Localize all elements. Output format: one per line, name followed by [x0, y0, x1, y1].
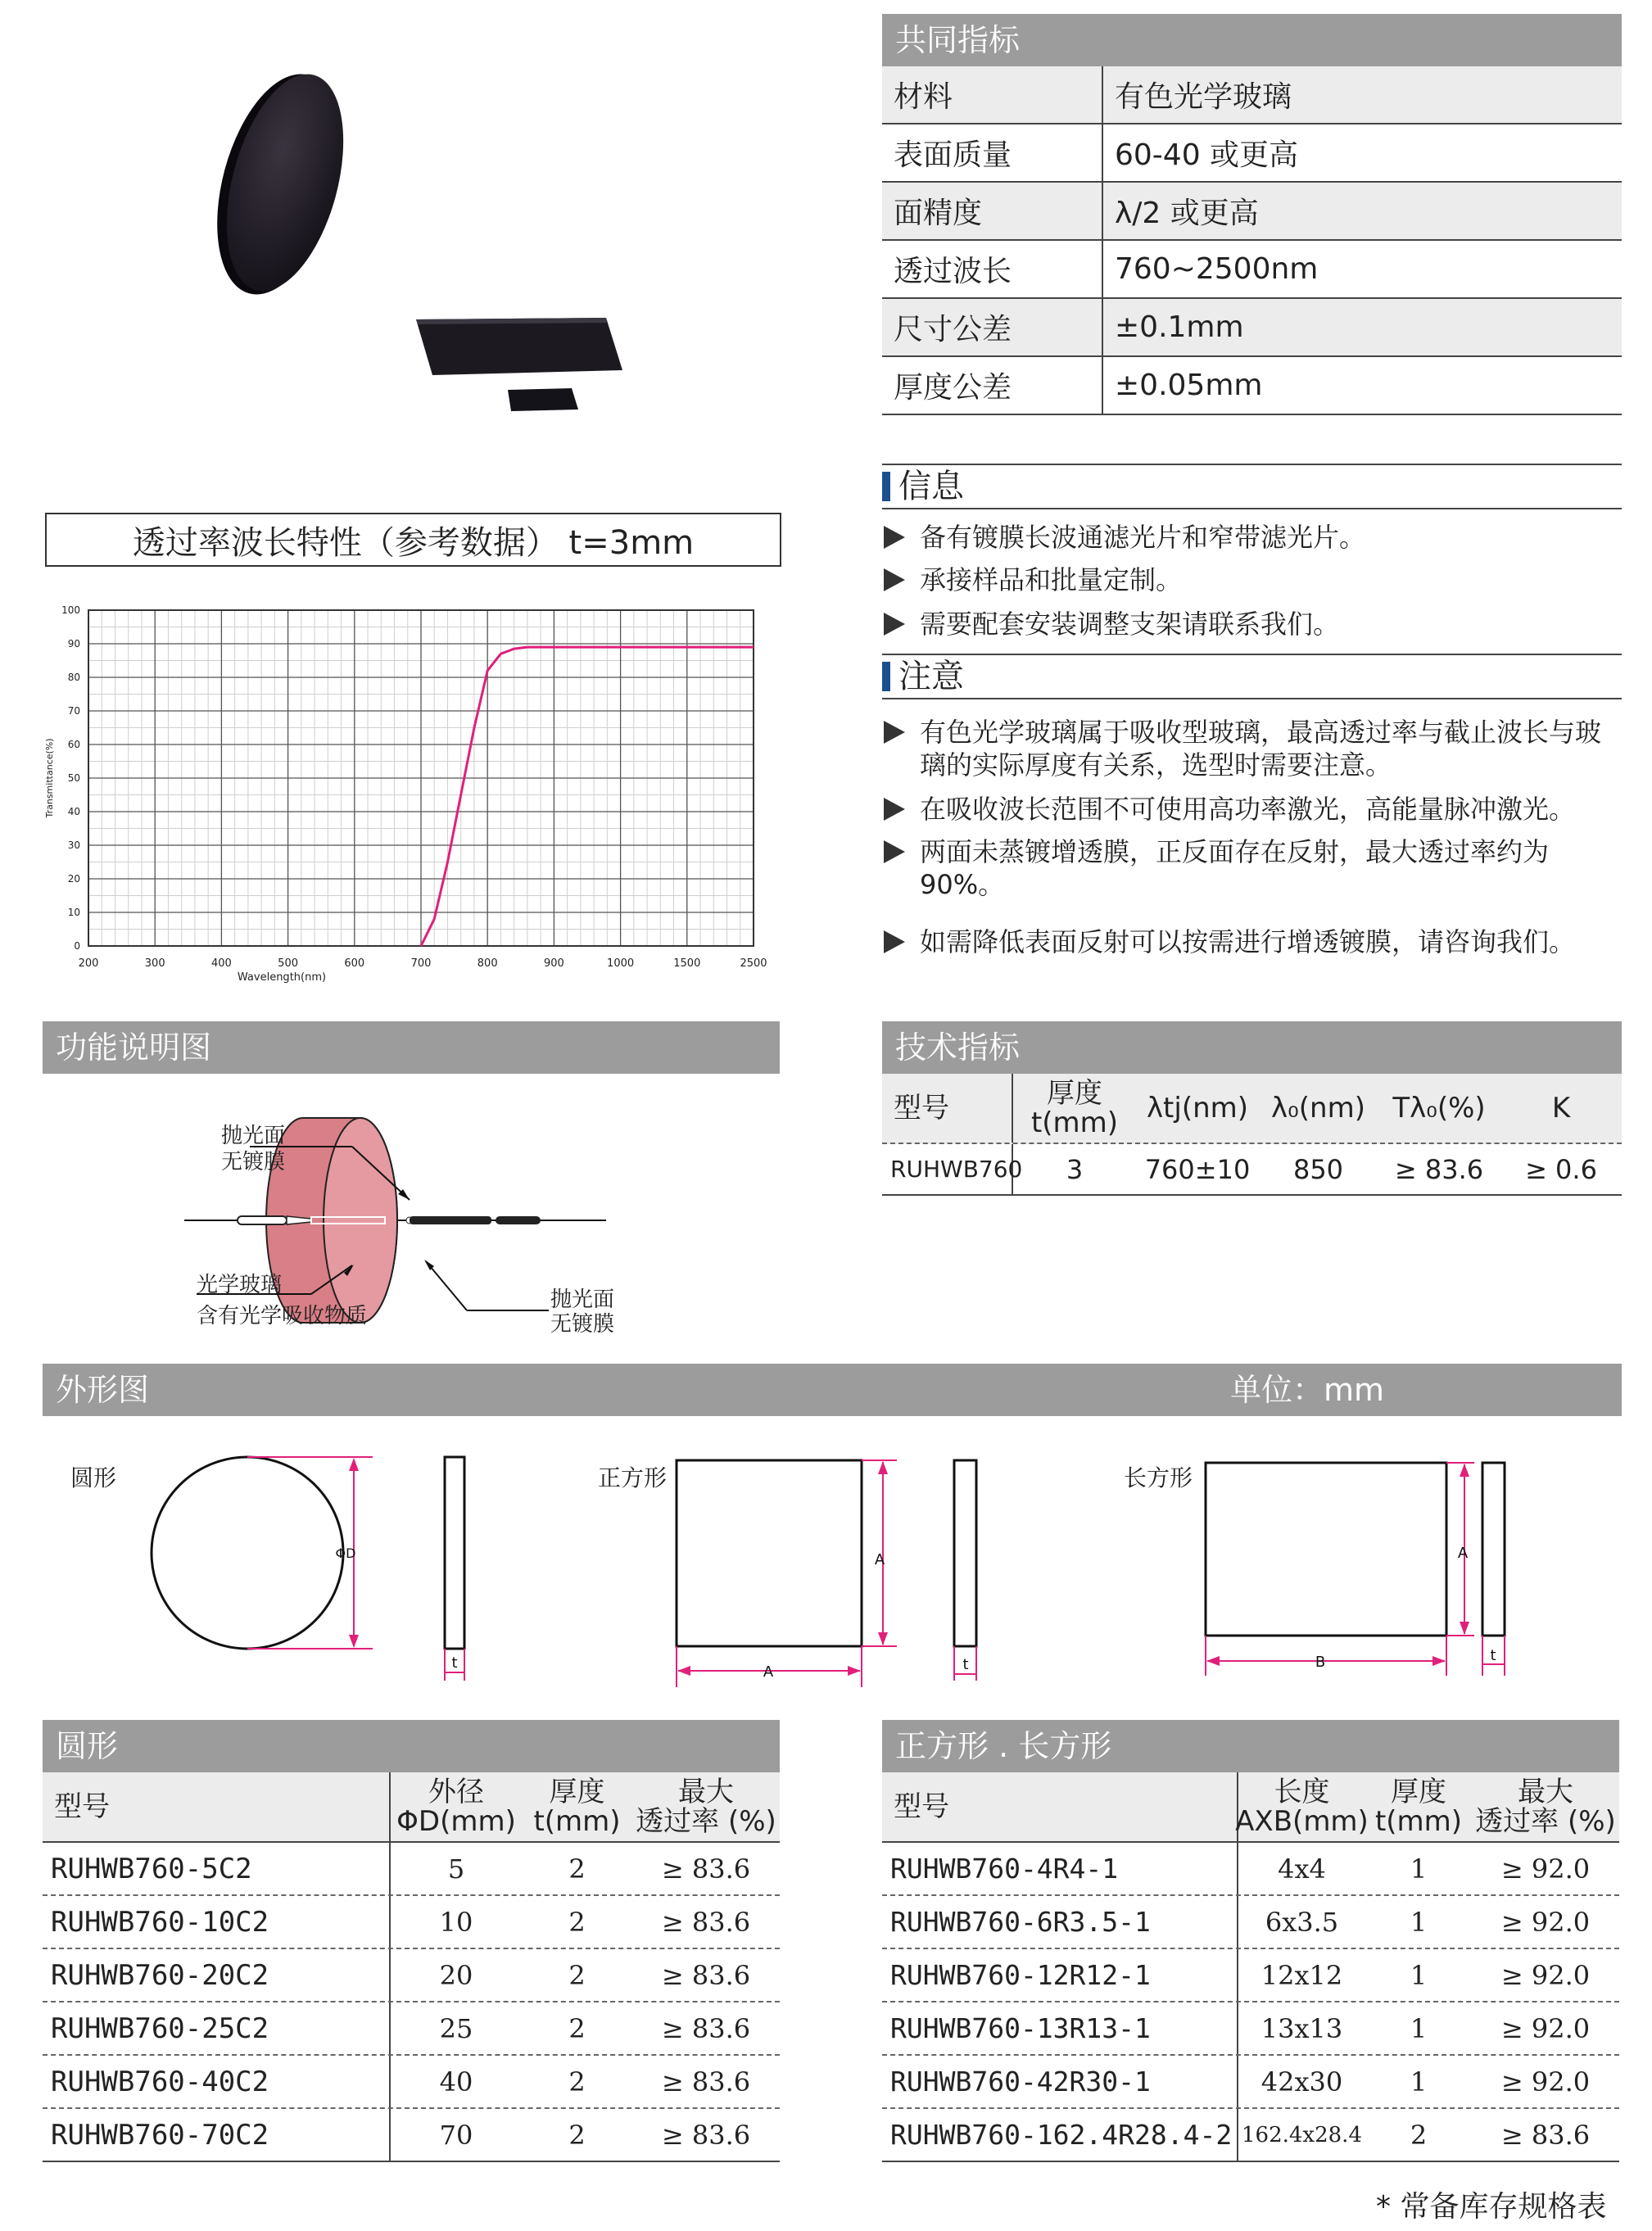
cell-t: 1 — [1410, 1906, 1428, 1938]
spec-key: 透过波长 — [882, 241, 1103, 297]
product-photo — [197, 66, 655, 426]
round-col-t-b: t(mm) — [533, 1805, 621, 1838]
cell-model: RUHWB760-70C2 — [43, 2109, 391, 2161]
cell-d: 10 — [439, 1906, 473, 1938]
chart-y-tick: 40 — [67, 806, 80, 817]
cell-m: ≥ 83.6 — [661, 1959, 751, 1991]
note-item — [882, 793, 1622, 826]
chart-y-tick: 50 — [67, 772, 80, 784]
chart-x-tick: 200 — [78, 957, 99, 970]
round-shape-label: 圆形 — [70, 1464, 117, 1491]
cell-m: ≥ 92.0 — [1500, 1906, 1591, 1938]
rect-col-t-a: 厚度 — [1391, 1776, 1446, 1808]
chart-xlabel: Wavelength(nm) — [237, 971, 327, 984]
col-thickness-b: t(mm) — [1030, 1106, 1119, 1139]
table-row — [882, 1949, 1619, 2002]
cell-m: ≥ 92.0 — [1500, 2012, 1591, 2044]
cell-t: 2 — [568, 1906, 586, 1938]
tech-spec-head — [882, 1074, 1622, 1144]
triangle-bullet-icon — [884, 930, 905, 953]
tech-spec-header: 技术指标 — [882, 1021, 1622, 1074]
tech-spec-row — [882, 1144, 1622, 1196]
square-shape-label: 正方形 — [598, 1464, 668, 1491]
dim-a-square-h: A — [763, 1663, 774, 1681]
label-polished-2b: 无镀膜 — [550, 1312, 615, 1337]
info-title: 信息 — [882, 464, 1622, 509]
chart-y-tick: 100 — [61, 604, 80, 616]
info-item — [882, 521, 1622, 554]
chart-y-tick: 20 — [67, 873, 80, 885]
cell-l: 12x12 — [1260, 1959, 1343, 1991]
chart-y-tick: 80 — [67, 672, 80, 683]
chart-x-tick: 300 — [144, 957, 165, 970]
chart-x-tick: 1000 — [607, 957, 635, 970]
chart-y-tick: 70 — [67, 705, 80, 717]
cell-model: RUHWB760-162.4R28.4-2 — [882, 2109, 1238, 2161]
rect-table-header: 正方形 . 长方形 — [882, 1720, 1619, 1772]
cell-t: 2 — [568, 2012, 586, 2044]
outline-header — [43, 1364, 1622, 1416]
col-t-lambda0: Tλ₀(%) — [1392, 1092, 1486, 1125]
dim-t-rect: t — [1490, 1647, 1496, 1664]
col-thickness-a: 厚度 — [1047, 1077, 1102, 1110]
info-item — [882, 563, 1622, 596]
footnote: * 常备库存规格表 — [1376, 2190, 1607, 2224]
col-model: 型号 — [882, 1074, 1013, 1143]
triangle-bullet-icon — [884, 798, 905, 821]
cell-m: ≥ 83.6 — [661, 1853, 751, 1885]
table-row — [882, 2002, 1619, 2056]
rect-table-head — [882, 1772, 1619, 1843]
round-col-t — [522, 1772, 632, 1841]
spec-row — [882, 183, 1622, 241]
triangle-bullet-icon — [884, 721, 905, 744]
cell-m: ≥ 92.0 — [1500, 2066, 1591, 2098]
cell-model: RUHWB760-12R12-1 — [882, 1949, 1238, 2001]
cell-model: RUHWB760-13R13-1 — [882, 2002, 1238, 2054]
triangle-bullet-icon — [884, 840, 905, 863]
spec-row — [882, 357, 1622, 415]
cell-d: 40 — [439, 2066, 473, 2098]
cell-l: 4x4 — [1278, 1853, 1326, 1885]
label-polished-1b: 无镀膜 — [221, 1150, 286, 1174]
col-lambda-tj: λtj(nm) — [1146, 1092, 1249, 1125]
triangle-bullet-icon — [884, 568, 905, 591]
cell-m: ≥ 92.0 — [1500, 1959, 1591, 1991]
chart-x-tick: 600 — [344, 957, 365, 970]
dim-t-round: t — [451, 1654, 458, 1672]
table-row — [43, 2056, 780, 2109]
cell-d: 70 — [439, 2119, 473, 2151]
round-side — [445, 1457, 464, 1649]
cell-l: 6x3.5 — [1265, 1906, 1339, 1938]
dim-b-rect: B — [1315, 1654, 1326, 1671]
square-side — [954, 1460, 976, 1646]
cell-model: RUHWB760-4R4-1 — [882, 1843, 1238, 1894]
note-item — [882, 925, 1622, 958]
round-col-model: 型号 — [43, 1772, 391, 1841]
chart-x-tick: 2500 — [740, 957, 767, 970]
notes-title: 注意 — [882, 654, 1622, 699]
round-face — [152, 1457, 343, 1649]
info-item-text: 备有镀膜长波通滤光片和窄带滤光片。 — [920, 522, 1366, 553]
triangle-bullet-icon — [884, 613, 905, 636]
round-table-header: 圆形 — [43, 1720, 780, 1772]
rect-col-l-b: AXB(mm) — [1235, 1805, 1369, 1838]
spec-value: λ/2 或更高 — [1115, 197, 1259, 230]
chart-ylabel: Transmittance(%) — [44, 738, 55, 818]
rect-col-m — [1472, 1772, 1619, 1841]
cell-model: RUHWB760-10C2 — [43, 1896, 391, 1948]
note-item — [882, 835, 1622, 901]
cell-t: 2 — [1410, 2119, 1428, 2151]
spec-row — [882, 66, 1622, 124]
table-row — [882, 1843, 1619, 1896]
cell-d: 25 — [439, 2012, 473, 2044]
info-item — [882, 608, 1622, 640]
chart-title-box — [45, 513, 781, 567]
spec-key: 尺寸公差 — [882, 299, 1103, 355]
table-row — [43, 1949, 780, 2002]
note-item-text: 如需降低表面反射可以按需进行增透镀膜，请咨询我们。 — [920, 926, 1576, 957]
chart-y-tick: 0 — [74, 940, 80, 952]
cell-t: 2 — [568, 1959, 586, 1991]
cell-m: ≥ 83.6 — [661, 1906, 751, 1938]
chart-x-tick: 700 — [410, 957, 432, 970]
label-glass-b: 含有光学吸收物质 — [197, 1304, 368, 1328]
spec-key: 材料 — [882, 66, 1103, 123]
rect-face — [1206, 1463, 1446, 1636]
chart-x-tick: 400 — [210, 957, 232, 970]
spec-row — [882, 124, 1622, 183]
rect-col-m-b: 透过率 (%) — [1475, 1805, 1616, 1838]
rect-shape-label: 长方形 — [1124, 1464, 1193, 1491]
tech-l0: 850 — [1292, 1153, 1344, 1185]
cell-model: RUHWB760-20C2 — [43, 1949, 391, 2001]
cell-m: ≥ 83.6 — [661, 2066, 751, 2098]
spec-value: ±0.05mm — [1115, 369, 1263, 402]
cell-m: ≥ 83.6 — [661, 2119, 751, 2151]
cell-t: 2 — [568, 1853, 586, 1885]
note-item-text: 在吸收波长范围不可使用高功率激光，高能量脉冲激光。 — [920, 794, 1576, 825]
spec-value: 760~2500nm — [1115, 252, 1319, 286]
note-item-text: 两面未蒸镀增透膜，正反面存在反射，最大透过率约为90%。 — [920, 836, 1550, 900]
spec-row — [882, 299, 1622, 357]
tech-k: ≥ 0.6 — [1525, 1153, 1597, 1185]
rect-col-l — [1235, 1772, 1369, 1841]
cell-d: 5 — [447, 1853, 465, 1885]
label-polished-1a: 抛光面 — [221, 1124, 286, 1148]
outline-title: 外形图 — [56, 1372, 150, 1408]
rect-col-t-b: t(mm) — [1374, 1805, 1463, 1838]
cell-model: RUHWB760-42R30-1 — [882, 2056, 1238, 2107]
cell-l: 162.4x28.4 — [1242, 2122, 1362, 2147]
tech-t: ≥ 83.6 — [1394, 1153, 1484, 1185]
cell-l: 13x13 — [1260, 2012, 1343, 2044]
col-thickness — [1013, 1074, 1136, 1143]
tech-thick: 3 — [1066, 1153, 1084, 1185]
round-col-d-b: ΦD(mm) — [396, 1805, 516, 1838]
cell-model: RUHWB760-5C2 — [43, 1843, 391, 1894]
tech-ltj: 760±10 — [1144, 1153, 1251, 1185]
transmittance-chart — [33, 598, 786, 991]
spec-row — [882, 241, 1622, 299]
cell-model: RUHWB760-25C2 — [43, 2002, 391, 2054]
info-item-text: 需要配套安装调整支架请联系我们。 — [920, 609, 1340, 640]
rect-col-l-a: 长度 — [1274, 1776, 1330, 1808]
chart-y-tick: 30 — [67, 839, 80, 851]
round-table-head — [43, 1772, 780, 1843]
round-col-t-a: 厚度 — [549, 1776, 605, 1808]
cell-m: ≥ 83.6 — [661, 2012, 751, 2044]
chart-y-tick: 10 — [67, 907, 80, 918]
chart-series-line — [421, 647, 754, 946]
col-k: K — [1551, 1092, 1571, 1125]
cell-model: RUHWB760-40C2 — [43, 2056, 391, 2107]
cell-model: RUHWB760-6R3.5-1 — [882, 1896, 1238, 1948]
table-row — [882, 1896, 1619, 1949]
cell-l: 42x30 — [1260, 2066, 1343, 2098]
dim-t-square: t — [962, 1656, 969, 1673]
label-polished-2a: 抛光面 — [550, 1287, 615, 1312]
chart-x-tick: 800 — [477, 957, 498, 970]
spec-value: 60-40 或更高 — [1115, 138, 1299, 172]
cell-t: 1 — [1410, 1853, 1428, 1885]
chart-title: 透过率波长特性（参考数据） t=3mm — [132, 523, 695, 562]
rect-col-t — [1365, 1772, 1472, 1841]
cell-t: 2 — [568, 2066, 586, 2098]
note-item-text: 有色光学玻璃属于吸收型玻璃，最高透过率与截止波长与玻璃的实际厚度有关系，选型时需要注意。 — [920, 717, 1602, 781]
table-row — [43, 2109, 780, 2162]
cell-t: 1 — [1410, 2012, 1428, 2044]
table-row — [882, 2056, 1619, 2109]
cell-d: 20 — [439, 1959, 473, 1991]
label-glass-a: 光学玻璃 — [197, 1273, 283, 1297]
spec-value: 有色光学玻璃 — [1115, 80, 1292, 114]
note-item — [882, 716, 1622, 781]
cell-t: 1 — [1410, 2066, 1428, 2098]
round-col-d-a: 外径 — [428, 1776, 484, 1808]
spec-key: 表面质量 — [882, 124, 1103, 181]
round-col-m-a: 最大 — [678, 1776, 734, 1808]
outline-drawings — [0, 1450, 1652, 1695]
function-diagram-header: 功能说明图 — [43, 1021, 780, 1074]
dim-phi: ΦD — [335, 1545, 356, 1561]
cell-m: ≥ 83.6 — [1500, 2119, 1591, 2151]
rect-col-m-a: 最大 — [1518, 1776, 1573, 1808]
dim-a-square-v: A — [874, 1551, 885, 1568]
cell-m: ≥ 92.0 — [1500, 1853, 1591, 1885]
spec-value: ±0.1mm — [1115, 310, 1244, 344]
round-col-m — [632, 1772, 780, 1841]
chart-x-tick: 900 — [543, 957, 564, 970]
round-col-m-b: 透过率 (%) — [636, 1805, 776, 1838]
outline-unit: 单位：mm — [1230, 1372, 1385, 1408]
common-spec-header: 共同指标 — [882, 14, 1622, 66]
cell-t: 1 — [1410, 1959, 1428, 1991]
chart-x-tick: 1500 — [673, 957, 701, 970]
col-lambda0: λ₀(nm) — [1271, 1092, 1365, 1125]
table-row — [43, 1843, 780, 1896]
cell-t: 2 — [568, 2119, 586, 2151]
table-row — [43, 1896, 780, 1949]
table-row — [882, 2109, 1619, 2162]
rect-col-model: 型号 — [882, 1772, 1238, 1841]
square-face — [677, 1460, 862, 1646]
rect-side — [1482, 1463, 1505, 1636]
info-item-text: 承接样品和批量定制。 — [920, 564, 1183, 595]
table-row — [43, 2002, 780, 2056]
round-col-d — [391, 1772, 522, 1841]
tech-model: RUHWB760 — [882, 1144, 1013, 1194]
dim-a-rect: A — [1457, 1545, 1469, 1562]
spec-key: 厚度公差 — [882, 357, 1103, 414]
spec-key: 面精度 — [882, 183, 1103, 239]
chart-x-tick: 500 — [278, 957, 299, 970]
triangle-bullet-icon — [884, 526, 905, 549]
chart-y-tick: 90 — [67, 638, 80, 649]
chart-y-tick: 60 — [67, 739, 80, 750]
